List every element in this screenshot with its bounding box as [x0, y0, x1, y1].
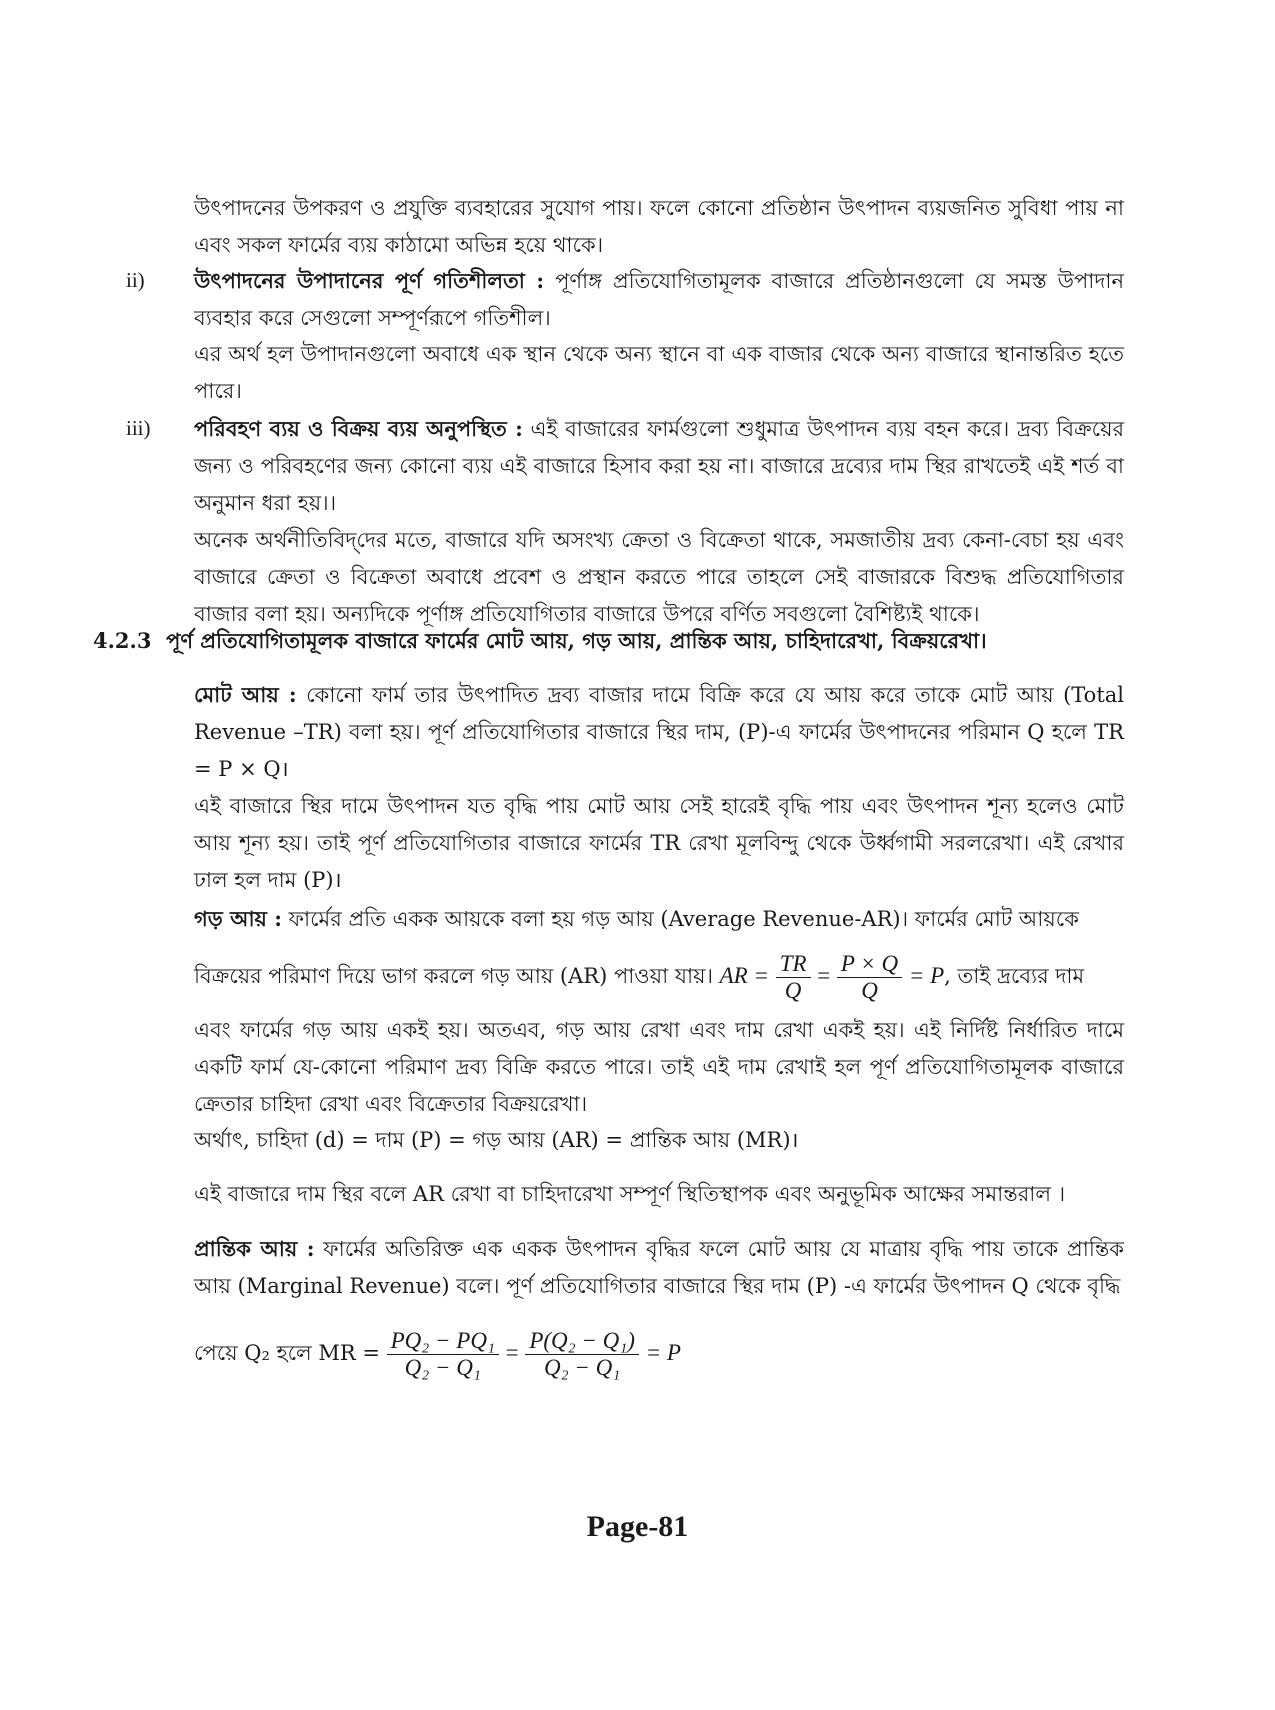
mr-formula-equals: =: [505, 1340, 519, 1365]
marginal-revenue-text: ফার্মের অতিরিক্ত এক একক উৎপাদন বৃদ্ধির ফলে মোট আয় যে মাত্রায় বৃদ্ধি পায় তাকে প্রান্তিক আয় (Marginal Revenue) বলে। পূর্ণ প্রতিযোগিতার বাজারে স্থির দাম (P) -এ ফার্মের উৎপাদন Q থেকে বৃদ্ধি: [194, 1237, 1124, 1298]
average-revenue-paragraph-2: এবং ফার্মের গড় আয় একই হয়। অতএব, গড় আয় রেখা এবং দাম রেখা একই হয়। এই নির্দিষ্ট নির্ধারিত দামে একটি ফার্ম যে-কোনো পরিমাণ দ্রব্য বিক্রি করতে পারে। তাই এই দাম রেখাই হল পূর্ণ প্রতিযোগিতামূলক বাজারে ক্রেতার চাহিদা রেখা এবং বিক্রেতার বিক্রয়রেখা।: [194, 1018, 1124, 1116]
ar-formula-lead: বিক্রয়ের পরিমাণ দিয়ে ভাগ করলে গড় আয় (AR) পাওয়া যায়।: [194, 964, 720, 988]
page-number: Page-81: [586, 1510, 689, 1543]
intro-paragraph: উৎপাদনের উপকরণ ও প্রযুক্তি ব্যবহারের সুযোগ পায়। ফলে কোনো প্রতিষ্ঠান উৎপাদন ব্যয়জনিত সুবিধা পায় না এবং সকল ফার্মের ব্যয় কাঠামো অভিন্ন হয়ে থাকে।: [194, 196, 1124, 257]
item-ii-heading: উৎপাদনের উপাদানের পূর্ণ গতিশীলতা :: [194, 268, 545, 293]
average-revenue-formula-line: [194, 943, 1124, 1009]
mr-fraction-2-numerator: P(Q₂ − Q₁): [525, 1328, 639, 1355]
ar-fraction-2: [837, 951, 902, 1004]
section-heading: [93, 622, 1133, 659]
item-ii-paragraph-2: এর অর্থ হল উপাদানগুলো অবাধে এক স্থান থেকে অন্য স্থানে বা এক বাজার থেকে অন্য বাজারে স্থানান্তরিত হতে পারে।: [194, 342, 1124, 403]
average-revenue-text: ফার্মের প্রতি একক আয়কে বলা হয় গড় আয় (Average Revenue-AR)। ফার্মের মোট আয়কে: [282, 907, 1079, 931]
ar-fraction-1: [776, 951, 811, 1004]
item-iii-heading: পরিবহণ ব্যয় ও বিক্রয় ব্যয় অনুপস্থিত :: [194, 416, 523, 441]
marginal-revenue-heading: প্রান্তিক আয় :: [194, 1236, 315, 1261]
item-ii-text: পূর্ণাঙ্গ প্রতিযোগিতামূলক বাজারে প্রতিষ্ঠানগুলো যে সমস্ত উপাদান ব্যবহার করে সেগুলো সম্পূর্ণরূপে গতিশীল।: [194, 269, 1124, 330]
ar-formula-lhs: AR =: [719, 963, 769, 988]
marginal-revenue-formula-line: [194, 1318, 1124, 1388]
ar-formula-equals: =: [817, 963, 831, 988]
mr-formula-lead: পেয়ে Q₂ হলে MR =: [194, 1341, 387, 1365]
item-iii-paragraph-2: অনেক অর্থনীতিবিদ্‌দের মতে, বাজারে যদি অসংখ্য ক্রেতা ও বিক্রেতা থাকে, সমজাতীয় দ্রব্য কেনা-বেচা হয় এবং বাজারে ক্রেতা ও বিক্রেতা অবাধে প্রবেশ ও প্রস্থান করতে পারে তাহলে সেই বাজারকে বিশুদ্ধ প্রতিযোগিতার বাজার বলা হয়। অন্যদিকে পূর্ণাঙ্গ প্রতিযোগিতার বাজারে উপরে বর্ণিত সবগুলো বৈশিষ্ট্যই থাকে।: [194, 528, 1124, 626]
mr-fraction-2: [525, 1328, 639, 1381]
ar-formula-rhs: = P: [908, 963, 945, 988]
average-revenue-paragraph-4: এই বাজারে দাম স্থির বলে AR রেখা বা চাহিদারেখা সম্পূর্ণ স্থিতিস্থাপক এবং অনুভূমিক আক্ষের সমান্তরাল ।: [194, 1182, 1066, 1206]
item-ii-paragraph: [194, 262, 1124, 337]
ar-fraction-1-numerator: TR: [776, 951, 811, 978]
item-number-iii: iii): [126, 416, 151, 440]
marginal-revenue-paragraph: [194, 1230, 1124, 1305]
mr-fraction-1-denominator: Q₂ − Q₁: [404, 1355, 481, 1380]
total-revenue-heading: মোট আয় :: [194, 682, 297, 707]
item-number-ii: ii): [126, 268, 145, 292]
item-iii-paragraph: [194, 410, 1124, 522]
total-revenue-paragraph: [194, 676, 1124, 788]
mr-formula-rhs: = P: [645, 1340, 681, 1365]
item-iii-text: এই বাজারের ফার্মগুলো শুধুমাত্র উৎপাদন ব্যয় বহন করে। দ্রব্য বিক্রয়ের জন্য ও পরিবহণের জন্য কোনো ব্যয় এই বাজারে হিসাব করা হয় না। বাজারে দ্রব্যের দাম স্থির রাখতেই এই শর্ত বা অনুমান ধরা হয়।।: [194, 417, 1124, 515]
mr-fraction-1-numerator: PQ₂ − PQ₁: [387, 1328, 499, 1355]
average-revenue-heading: গড় আয় :: [194, 906, 282, 931]
mr-fraction-1: [387, 1328, 499, 1381]
ar-formula-tail: , তাই দ্রব্যের দাম: [944, 964, 1085, 988]
section-title: পূর্ণ প্রতিযোগিতামূলক বাজারে ফার্মের মোট আয়, গড় আয়, প্রান্তিক আয়, চাহিদারেখা, বিক্রয়রেখা।: [166, 628, 987, 653]
ar-fraction-2-numerator: P × Q: [837, 951, 902, 978]
total-revenue-paragraph-2: এই বাজারে স্থির দামে উৎপাদন যত বৃদ্ধি পায় মোট আয় সেই হারেই বৃদ্ধি পায় এবং উৎপাদন শূন্য হলেও মোট আয় শূন্য হয়। তাই পূর্ণ প্রতিযোগিতার বাজারে ফার্মের TR রেখা মূলবিন্দু থেকে উর্ধ্বগামী সরলরেখা। এই রেখার ঢাল হল দাম (P)।: [194, 794, 1124, 892]
section-number: 4.2.3: [93, 628, 152, 653]
ar-fraction-2-denominator: Q: [861, 978, 878, 1003]
mr-fraction-2-denominator: Q₂ − Q₁: [544, 1355, 621, 1380]
average-revenue-paragraph: [194, 900, 1124, 938]
ar-fraction-1-denominator: Q: [784, 978, 802, 1003]
average-revenue-equality: অর্থাৎ, চাহিদা (d) = দাম (P) = গড় আয় (AR) = প্রান্তিক আয় (MR)।: [194, 1128, 799, 1152]
total-revenue-text: কোনো ফার্ম তার উৎপাদিত দ্রব্য বাজার দামে বিক্রি করে যে আয় করে তাকে মোট আয় (Total Revenue –TR) বলা হয়। পূর্ণ প্রতিযোগিতার বাজারে স্থির দাম, (P)-এ ফার্মের উৎপাদনের পরিমান Q হলে TR = P × Q।: [194, 683, 1125, 781]
